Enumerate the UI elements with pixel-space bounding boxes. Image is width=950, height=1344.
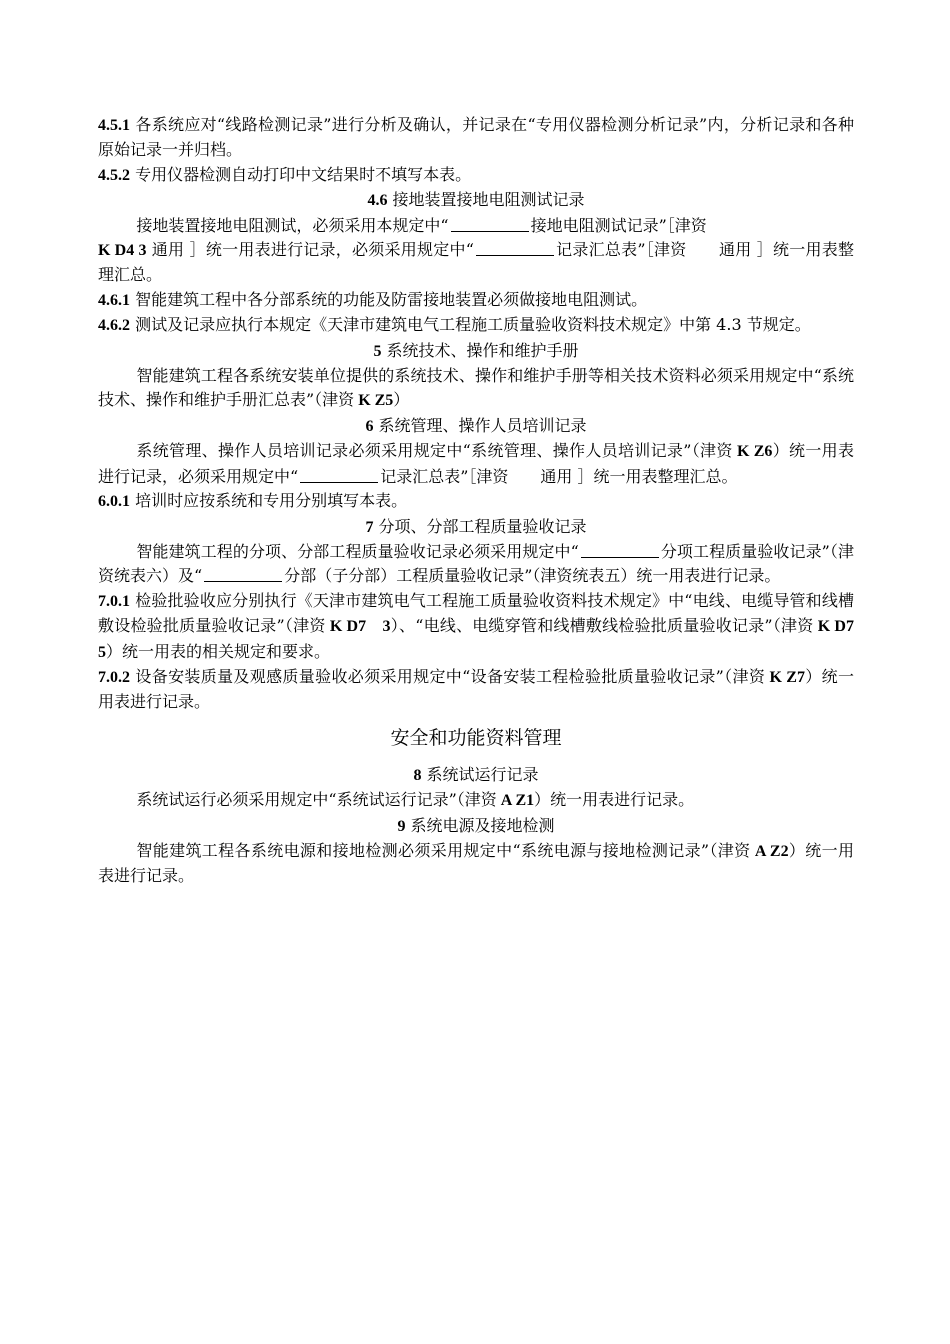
clause-7-0-1 bbox=[98, 589, 871, 665]
clause-text: 培训时应按系统和专用分别填写本表。 bbox=[130, 491, 408, 511]
text-run: 系统管理、操作人员培训记录必须采用规定中“系统管理、操作人员培训记录”（津资 bbox=[136, 441, 733, 461]
form-code: K Z5 bbox=[354, 392, 394, 410]
fill-blank bbox=[581, 543, 659, 558]
heading-6 bbox=[98, 414, 854, 439]
form-code: K D4 3 bbox=[98, 242, 147, 260]
paragraph-8 bbox=[98, 788, 854, 813]
clause-number: 4.5.1 bbox=[98, 117, 130, 134]
text-run: 接地装置接地电阻测试，必须采用本规定中“ bbox=[136, 215, 449, 235]
text-run: ）统一用表进行记录，必须采用规定中“ bbox=[98, 441, 854, 486]
clause-number: 4.6.2 bbox=[98, 317, 130, 335]
heading-9 bbox=[98, 814, 854, 839]
text-run: ）统一用表的相关规定和要求。 bbox=[106, 641, 331, 661]
text-run: 智能建筑工程的分项、分部工程质量验收记录必须采用规定中“ bbox=[136, 541, 579, 561]
clause-number: 4.6.1 bbox=[98, 291, 130, 309]
fill-blank bbox=[300, 468, 378, 483]
form-code: K Z6 bbox=[732, 443, 773, 461]
heading-8 bbox=[98, 763, 854, 788]
heading-text: 系统试运行记录 bbox=[421, 764, 539, 784]
fill-blank bbox=[451, 217, 529, 232]
clause-4-6-2 bbox=[98, 313, 854, 338]
text-run: 智能建筑工程各系统安装单位提供的系统技术、操作和维护手册等相关技术资料必须采用规定中“系统技术、操作和维护手册汇总表”（津资 bbox=[98, 366, 854, 410]
clause-6-0-1 bbox=[98, 489, 854, 514]
text-run: ） bbox=[393, 390, 410, 410]
section-title: 安全和功能资料管理 bbox=[390, 726, 562, 749]
heading-number: 8 bbox=[413, 766, 422, 784]
heading-7 bbox=[98, 515, 854, 540]
text-run: 检验批验收应分别执行《天津市建筑电气工程施工质量验收资料技术规定》中“电线、电缆导管和线槽敷设检验批质量验收记录”（津资 bbox=[98, 590, 854, 636]
clause-4-6-1 bbox=[98, 288, 854, 313]
clause-4-5-1 bbox=[98, 113, 854, 163]
text-run: ）、“电线、电缆穿管和线槽敷线检验批质量验收记录”（津资 bbox=[390, 616, 814, 636]
paragraph-7 bbox=[98, 540, 854, 589]
heading-number: 4.6 bbox=[367, 192, 388, 210]
heading-number: 5 bbox=[373, 342, 382, 360]
form-code: A Z1 bbox=[496, 792, 535, 810]
text-run: ）统一用表进行记录。 bbox=[98, 840, 854, 886]
form-code: K D7 5 bbox=[98, 618, 871, 661]
heading-text: 分项、分部工程质量验收记录 bbox=[373, 516, 587, 536]
text-run: 系统试运行必须采用规定中“系统试运行记录”（津资 bbox=[136, 790, 497, 810]
heading-number: 6 bbox=[365, 417, 374, 435]
paragraph-6 bbox=[98, 439, 854, 489]
clause-7-0-2 bbox=[98, 665, 854, 715]
clause-number: 7.0.1 bbox=[98, 592, 130, 610]
text-run: 设备安装质量及观感质量验收必须采用规定中“设备安装工程检验批质量验收记录”（津资 bbox=[130, 666, 766, 686]
text-run: 记录汇总表”［津资 通用 ］统一用表整理汇总。 bbox=[380, 466, 738, 486]
heading-5 bbox=[98, 339, 854, 364]
text-run: ）统一用表进行记录。 bbox=[534, 790, 695, 810]
paragraph-9 bbox=[98, 839, 854, 889]
heading-text: 系统技术、操作和维护手册 bbox=[381, 340, 579, 360]
fill-blank bbox=[476, 241, 554, 256]
clause-number: 7.0.2 bbox=[98, 668, 130, 686]
document-page bbox=[98, 113, 871, 889]
form-code: K D7 3 bbox=[325, 618, 391, 636]
clause-4-5-2 bbox=[98, 163, 854, 188]
text-run: 记录汇总表”［津资 通用 ］统一用表整理汇总。 bbox=[98, 240, 854, 285]
clause-number: 6.0.1 bbox=[98, 493, 130, 511]
form-code: K Z7 bbox=[765, 668, 805, 686]
text-run: 分项工程质量验收记录”（津资统表六）及“ bbox=[98, 541, 854, 586]
heading-number: 9 bbox=[397, 817, 406, 835]
clause-text: 智能建筑工程中各分部系统的功能及防雷接地装置必须做接地电阻测试。 bbox=[130, 289, 648, 309]
form-code: A Z2 bbox=[750, 842, 789, 860]
text-run: 分部（子分部）工程质量验收记录”（津资统表五）统一用表进行记录。 bbox=[284, 566, 781, 586]
paragraph-4-6 bbox=[98, 214, 854, 288]
clause-number: 4.5.2 bbox=[98, 166, 130, 184]
heading-text: 系统管理、操作人员培训记录 bbox=[373, 415, 587, 435]
text-run: 智能建筑工程各系统电源和接地检测必须采用规定中“系统电源与接地检测记录”（津资 bbox=[136, 840, 751, 860]
text-run: 通用 ］统一用表进行记录，必须采用规定中“ bbox=[146, 240, 474, 260]
clause-text: 各系统应对“线路检测记录”进行分析及确认，并记录在“专用仪器检测分析记录”内，分析记录和各种原始记录一并归档。 bbox=[98, 115, 854, 160]
heading-text: 接地装置接地电阻测试记录 bbox=[387, 190, 585, 210]
paragraph-5 bbox=[98, 364, 854, 414]
clause-text: 测试及记录应执行本规定《天津市建筑电气工程施工质量验收资料技术规定》中第 4.3 节规定。 bbox=[130, 315, 811, 335]
fill-blank bbox=[204, 567, 282, 582]
clause-text: 专用仪器检测自动打印中文结果时不填写本表。 bbox=[130, 164, 472, 184]
text-run: ）统一用表进行记录。 bbox=[98, 666, 854, 712]
heading-text: 系统电源及接地检测 bbox=[405, 815, 555, 835]
heading-number: 7 bbox=[365, 518, 374, 536]
text-run: 接地电阻测试记录”［津资 bbox=[530, 215, 707, 235]
heading-4-6 bbox=[98, 188, 854, 213]
